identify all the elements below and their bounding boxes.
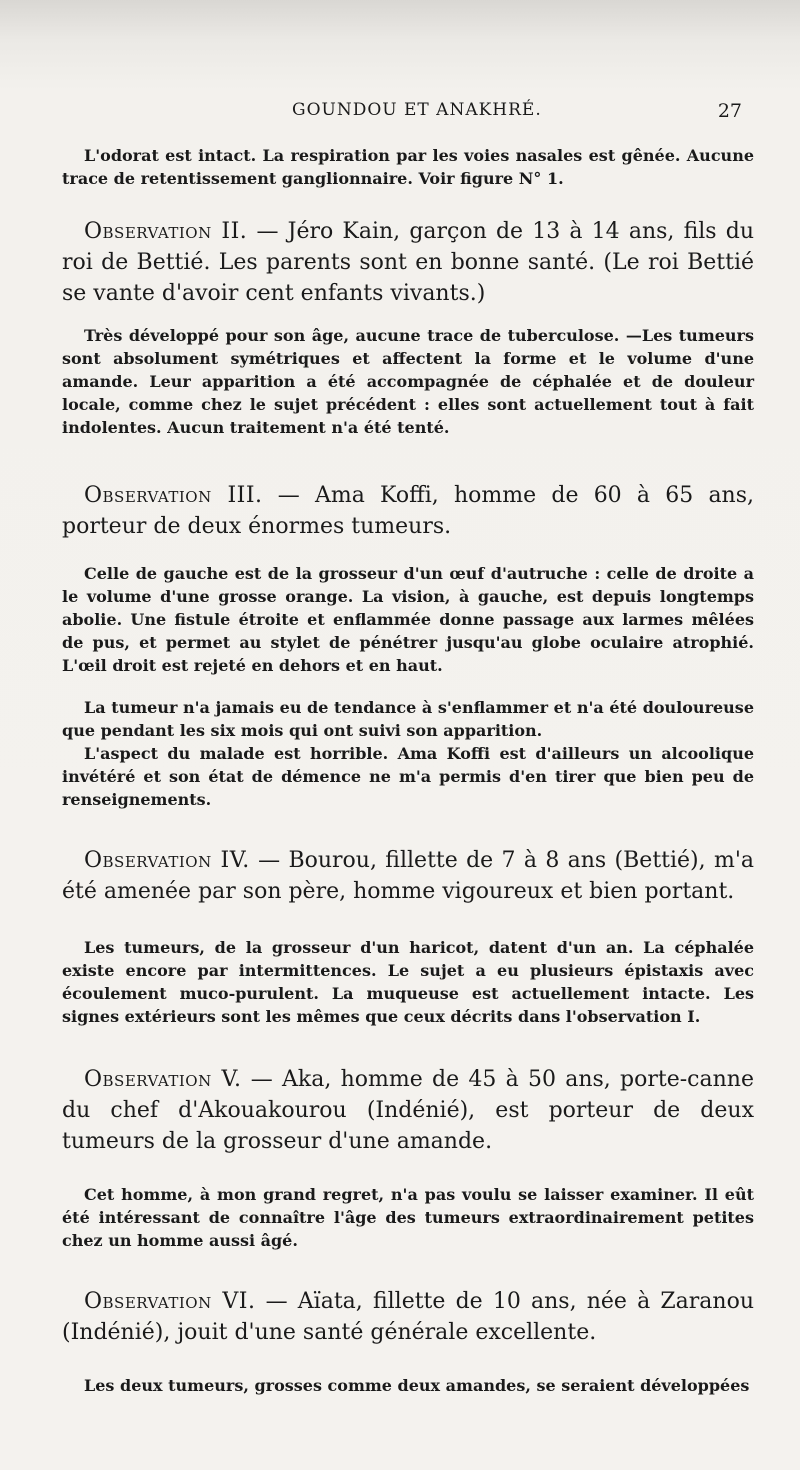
observation-2-label: Observation II. <box>84 219 248 244</box>
observation-6-label: Observation VI. <box>84 1289 256 1314</box>
observation-3-heading <box>62 480 754 542</box>
observation-5-heading <box>62 1064 754 1157</box>
running-head: GOUNDOU ET ANAKHRÉ. <box>292 100 542 120</box>
paragraph-observation-2: Très développé pour son âge, aucune trace de tuberculose. —Les tumeurs sont absolument symétriques et affectent la forme et le volume d'une amande. Leur apparition a été accompagnée de céphalée et de douleur locale, comme chez le sujet précédent : elles sont actuellement tout à fait indolentes. Aucun traitement n'a été tenté. <box>62 326 754 437</box>
paragraph-odorat: L'odorat est intact. La respiration par les voies nasales est gênée. Aucune trace de retentissement ganglionnaire. Voir figure N° 1. <box>62 146 754 188</box>
observation-3-label: Observation III. <box>84 483 263 508</box>
paragraph-observation-4: Les tumeurs, de la grosseur d'un haricot, datent d'un an. La céphalée existe encore par intermittences. Le sujet a eu plusieurs épistaxis avec écoulement muco-purulent. La muqueuse est actuellement intacte. Les signes extérieurs sont les mêmes que ceux décrits dans l'observation I. <box>62 938 754 1026</box>
observation-6-text: — Aïata, fillette de 10 ans, née à Zaranou (Indénié), jouit d'une santé générale excellente. <box>62 1289 754 1345</box>
paragraph-observation-6: Les deux tumeurs, grosses comme deux amandes, se seraient développées <box>84 1376 750 1395</box>
observation-4-text: — Bourou, fillette de 7 à 8 ans (Bettié), m'a été amenée par son père, homme vigoureux et bien portant. <box>62 848 754 904</box>
observation-5-label: Observation V. <box>84 1067 242 1092</box>
observation-5-text: — Aka, homme de 45 à 50 ans, porte-canne du chef d'Akouakourou (Indénié), est porteur de deux tumeurs de la grosseur d'une amande. <box>62 1067 754 1154</box>
observation-3-text: — Ama Koffi, homme de 60 à 65 ans, porteur de deux énormes tumeurs. <box>62 483 755 539</box>
page-header <box>62 100 742 130</box>
paragraph-observation-5: Cet homme, à mon grand regret, n'a pas voulu se laisser examiner. Il eût été intéressant de connaître l'âge des tumeurs extraordinairement petites chez un homme aussi âgé. <box>62 1185 754 1250</box>
page-number: 27 <box>717 100 742 122</box>
paragraph-observation-3c: L'aspect du malade est horrible. Ama Koffi est d'ailleurs un alcoolique invétéré et son état de démence ne m'a permis d'en tirer que bien peu de renseignements. <box>62 744 754 809</box>
observation-6-heading <box>62 1286 754 1348</box>
observation-4-heading <box>62 845 754 907</box>
observation-2-text: — Jéro Kain, garçon de 13 à 14 ans, fils du roi de Bettié. Les parents sont en bonne santé. (Le roi Bettié se vante d'avoir cent enfants vivants.) <box>62 219 754 306</box>
paragraph-observation-3a: Celle de gauche est de la grosseur d'un œuf d'autruche : celle de droite a le volume d'une grosse orange. La vision, à gauche, est depuis longtemps abolie. Une fistule étroite et enflammée donne passage aux larmes mêlées de pus, et permet au stylet de pénétrer jusqu'au globe oculaire atrophié. L'œil droit est rejeté en dehors et en haut. <box>62 564 754 675</box>
paragraph-observation-3b: La tumeur n'a jamais eu de tendance à s'enflammer et n'a été douloureuse que pendant les six mois qui ont suivi son apparition. <box>62 698 754 740</box>
observation-4-label: Observation IV. <box>84 848 250 873</box>
observation-2-heading <box>62 216 754 309</box>
